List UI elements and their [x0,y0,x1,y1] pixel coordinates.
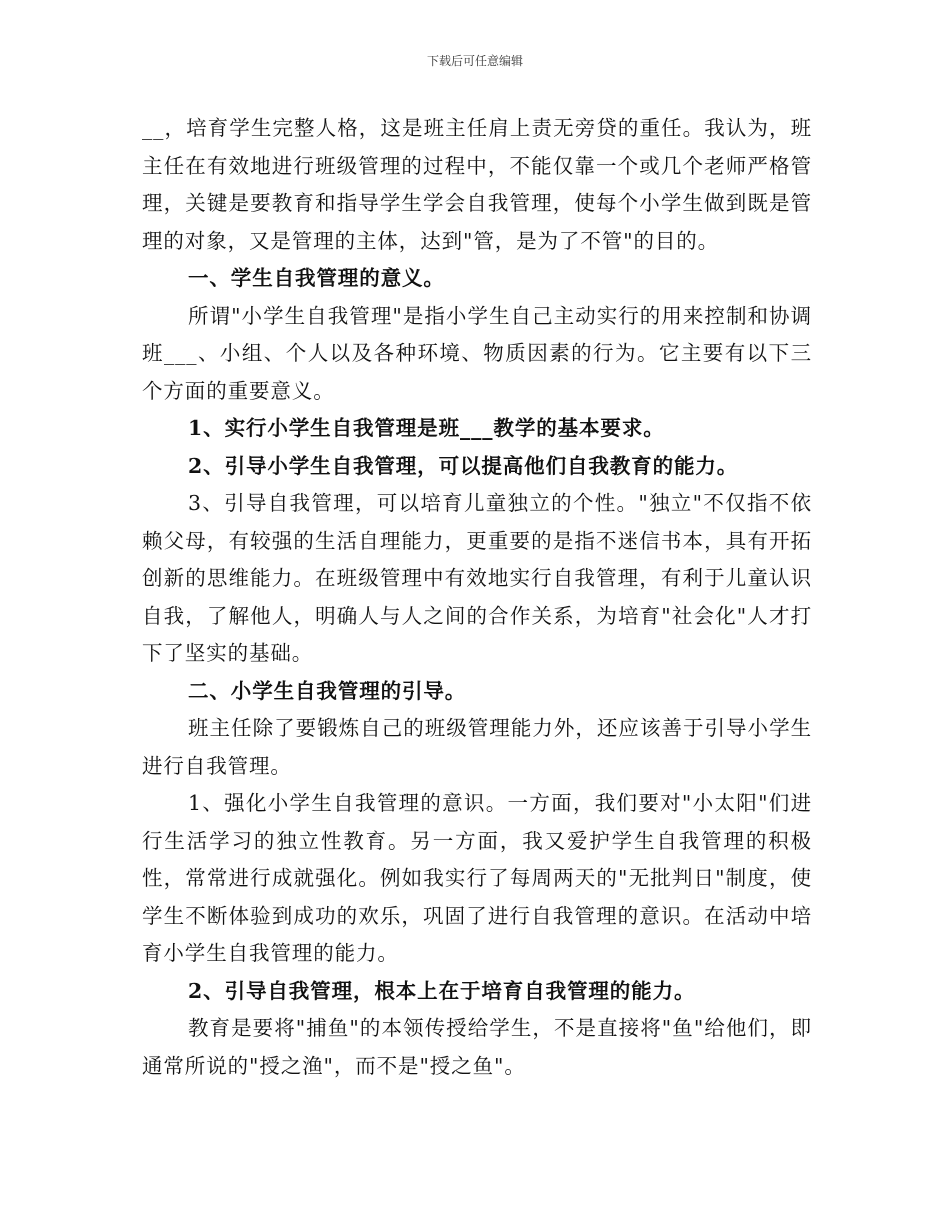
point-3-paragraph: 3、引导自我管理，可以培育儿童独立的个性。"独立"不仅指不依赖父母，有较强的生活自理能力，更重要的是指不迷信书本，具有开拓创新的思维能力。在班级管理中有效地实行自我管理，有利于儿童认识自我，了解他人，明确人与人之间的合作关系，为培育"社会化"人才打下了坚实的基础。 [142,491,812,665]
subheading-ability: 2、引导自我管理，根本上在于培育自我管理的能力。 [188,978,696,1003]
heading-section-1: 一、学生自我管理的意义。 [188,266,445,290]
paragraph-fishing: 教育是要将"捕鱼"的本领传授给学生，不是直接将"鱼"给他们，即通常所说的"授之渔"，而不是"授之鱼"。 [142,1016,812,1078]
paragraph-awareness: 1、强化小学生自我管理的意识。一方面，我们要对"小太阳"们进行生活学习的独立性教育。另一方面，我又爱护学生自我管理的积极性，常常进行成就强化。例如我实行了每周两天的"无批判日"制度，使学生不断体验到成功的欢乐，巩固了进行自我管理的意识。在活动中培育小学生自我管理的能力。 [142,791,812,965]
point-1-heading: 1、实行小学生自我管理是班___教学的基本要求。 [188,416,665,440]
heading-section-2: 二、小学生自我管理的引导。 [188,678,467,703]
paragraph-definition: 所谓"小学生自我管理"是指小学生自己主动实行的用来控制和协调班___、小组、个人以及各种环境、物质因素的行为。它主要有以下三个方面的重要意义。 [142,303,812,403]
page-header: 下载后可任意编辑 [426,54,523,68]
point-2-heading: 2、引导小学生自我管理，可以提高他们自我教育的能力。 [188,453,739,478]
document-body [142,110,812,1085]
paragraph-guidance: 班主任除了要锻炼自己的班级管理能力外，还应该善于引导小学生进行自我管理。 [142,716,812,778]
paragraph-intro: __，培育学生完整人格，这是班主任肩上责无旁贷的重任。我认为，班主任在有效地进行班级管理的过程中，不能仅靠一个或几个老师严格管理，关键是要教育和指导学生学会自我管理，使每个小学生做到既是管理的对象，又是管理的主体，达到"管，是为了不管"的目的。 [142,116,812,253]
